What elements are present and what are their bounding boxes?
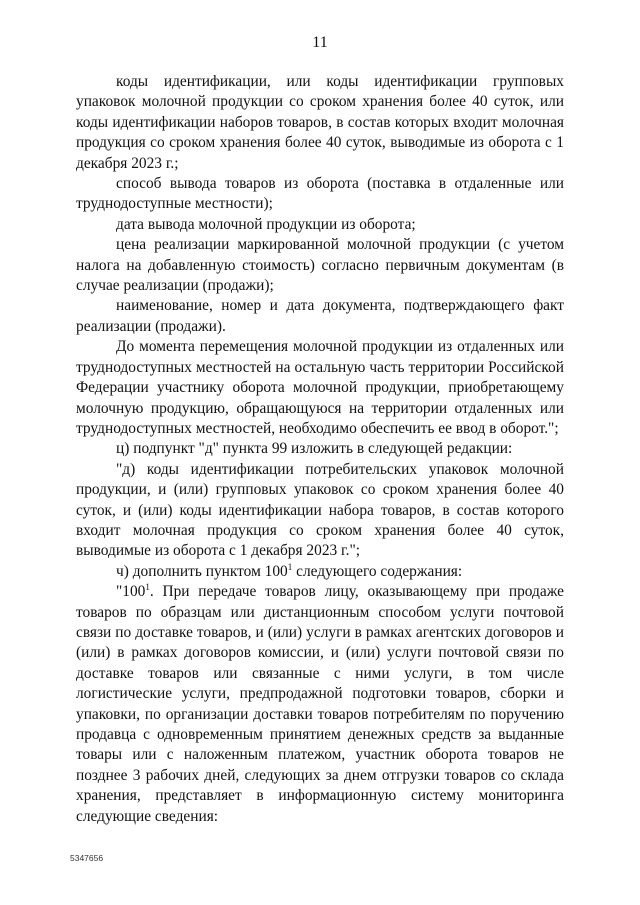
amendment-ch-tail: следующего содержания: (292, 562, 463, 580)
amendment-ch-text: ч) дополнить пунктом 100 (116, 562, 288, 580)
paragraph-item-100-1 (76, 582, 564, 827)
document-body (76, 72, 564, 827)
paragraph-relocation-rule: До момента перемещения молочной продукции из отдаленных или труднодоступных местностей на остальную часть территории Российской Федерации участнику оборота молочной продукции, приобретающему молочную продукцию, обращающуюся на территории отдаленных или труднодоступных местностей, необходимо обеспечить ее ввод в оборот."; (76, 338, 564, 437)
paragraph-sale-price: цена реализации маркированной молочной продукции (с учетом налога на добавленную стоимость) согласно первичным документам (в случае реализации (продажи); (76, 236, 564, 295)
item-100-1-text: . При передаче товаров лицу, оказывающему при продаже товаров по образцам или дистанционным способом услуги почтовой связи по доставке товаров, и (или) услуги в рамках агентских договоров и (или) в рамках договоров комиссии, и (или) услуги почтовой связи по доставке товаров или связанные с ними услуги, в том числе логистические услуги, предпродажной подготовки товаров, сборки и упаковки, по организации доставки товаров потребителям по поручению продавца с одновременным принятием денежных средств за выданные товары или с наложенным платежом, участник оборота товаров не позднее 3 рабочих дней, следующих за днем отгрузки товаров со склада хранения, представляет в информационную систему мониторинга следующие сведения: (76, 583, 564, 825)
paragraph-withdrawal-method: способ вывода товаров из оборота (поставка в отдаленные или труднодоступные местности); (76, 175, 564, 213)
superscript-index: 1 (287, 561, 293, 572)
item-100-1-number: "100 (116, 583, 146, 601)
paragraph-identification-codes: коды идентификации, или коды идентификации групповых упаковок молочной продукции со сроком хранения более 40 суток, или коды идентификации наборов товаров, в состав которых входит молочная продукция со сроком хранения более 40 суток, выводимые из оборота с 1 декабря 2023 г.; (76, 73, 564, 172)
paragraph-amendment-ch (76, 562, 564, 582)
paragraph-withdrawal-date: дата вывода молочной продукции из оборота; (116, 215, 416, 233)
superscript-index: 1 (145, 582, 150, 593)
document-code: 5347656 (70, 853, 104, 863)
paragraph-amendment-ts: ц) подпункт "д" пункта 99 изложить в следующей редакции: (116, 440, 513, 458)
paragraph-sale-document: наименование, номер и дата документа, подтверждающего факт реализации (продажи). (76, 297, 564, 335)
page-number: 11 (312, 34, 328, 51)
paragraph-subitem-d: "д) коды идентификации потребительских упаковок молочной продукции, и (или) групповых упаковок со сроком хранения более 40 суток, и (или) коды идентификации набора товаров, в состав которого входит молочная продукция со сроком хранения более 40 суток, выводимые из оборота с 1 декабря 2023 г."; (76, 460, 564, 560)
